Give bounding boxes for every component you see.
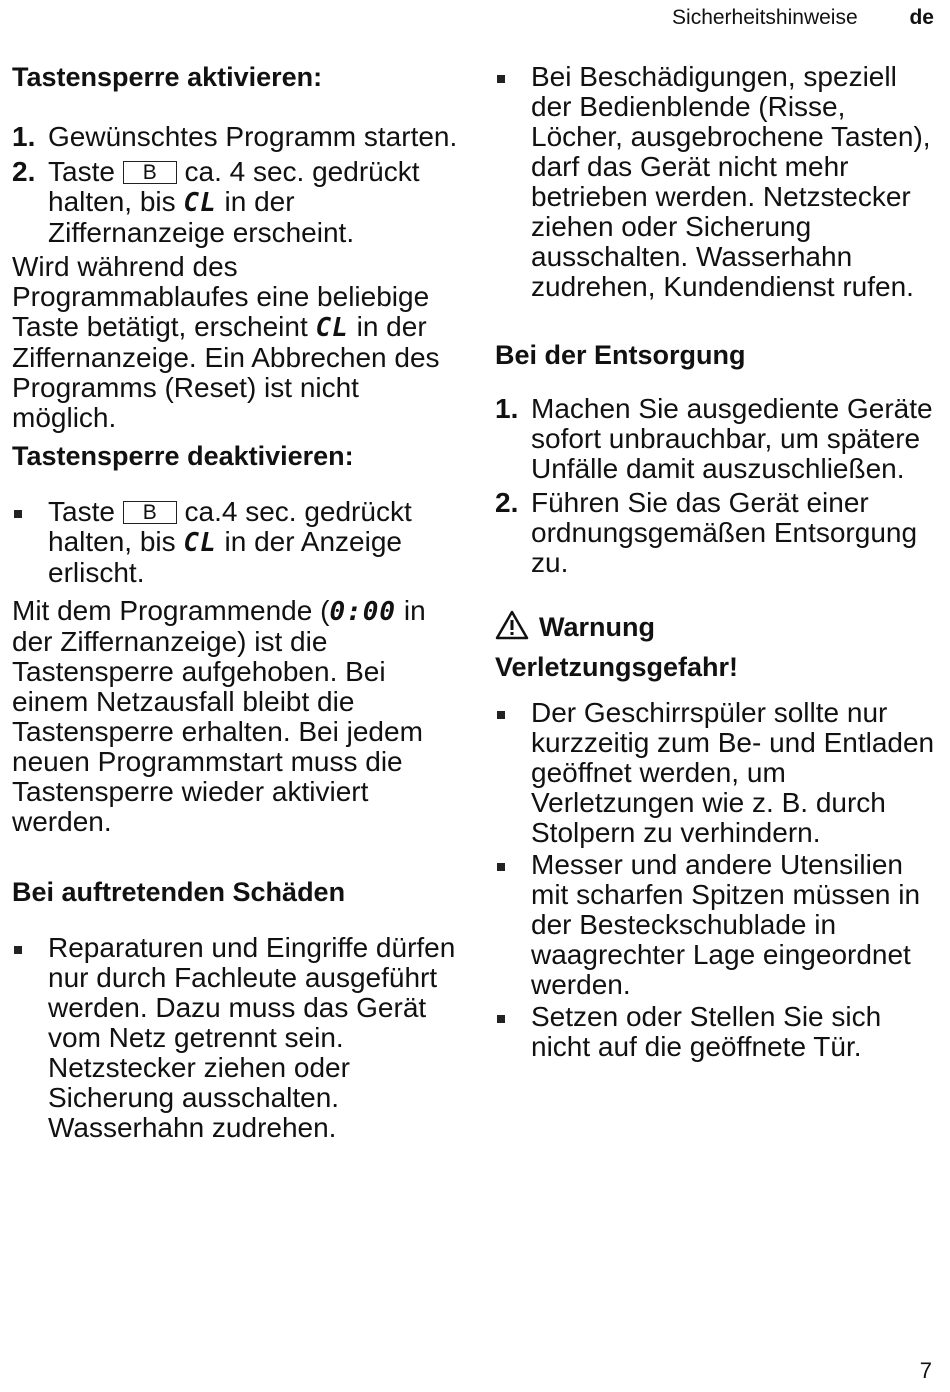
cl-display-symbol: CL bbox=[315, 313, 349, 343]
warning-title: Warnung bbox=[539, 612, 655, 642]
warning-subtitle: Verletzungsgefahr! bbox=[495, 652, 739, 682]
cl-display-symbol: CL bbox=[183, 528, 217, 558]
disposal-step-1-text: Machen Sie ausgediente Geräte sofort unbrauchbar, um spätere Unfälle damit auszuschließen. bbox=[531, 393, 933, 484]
step-1 bbox=[12, 122, 467, 152]
page-header bbox=[672, 6, 934, 30]
damage-bullet-text: Reparaturen und Eingriffe dürfen nur durch Fachleute ausgeführt werden. Dazu muss das Gerät vom Netz getrennt sein. Netzstecker ziehen oder Sicherung ausschalten. Wasserhahn zudrehen. bbox=[48, 932, 456, 1143]
bullet-square-icon bbox=[497, 863, 505, 871]
bullet-square-icon bbox=[14, 510, 22, 518]
paragraph-2-text-b: in der Ziffernanzeige) ist die Tastensperre aufgehoben. Bei einem Netzausfall bleibt die Tastensperre erhalten. Bei jedem neuen Programmstart muss die Tastensperre wieder aktiviert werden. bbox=[12, 595, 426, 837]
heading-damage: Bei auftretenden Schäden bbox=[12, 877, 346, 907]
disposal-step-2 bbox=[495, 488, 940, 578]
warning-bullet-1 bbox=[495, 698, 940, 848]
bullet-square-icon bbox=[497, 75, 505, 83]
page-number: 7 bbox=[919, 1358, 932, 1383]
bullet-text-c: in der Anzeige erlischt. bbox=[48, 526, 402, 588]
bullet-damage bbox=[12, 933, 467, 1143]
right-column bbox=[495, 60, 940, 1062]
left-column bbox=[12, 60, 467, 1143]
paragraph-1 bbox=[12, 252, 467, 433]
bullet-square-icon bbox=[14, 946, 22, 954]
cl-display-symbol: CL bbox=[183, 188, 217, 218]
step-2-text-b: ca. 4 sec. gedrückt halten, bis bbox=[48, 156, 420, 217]
warning-bullet-2 bbox=[495, 850, 940, 1000]
disposal-step-2-text: Führen Sie das Gerät einer ordnungsgemäßen Entsorgung zu. bbox=[531, 487, 918, 578]
zero-display-symbol: 0:00 bbox=[329, 597, 397, 627]
heading-deactivate: Tastensperre deaktivieren: bbox=[12, 441, 354, 471]
step-2-text-c: in der Ziffernanzeige erscheint. bbox=[48, 186, 355, 248]
paragraph-2 bbox=[12, 596, 467, 837]
step-2 bbox=[12, 157, 467, 248]
disposal-step-1-number: 1. bbox=[495, 393, 519, 424]
header-section-title: Sicherheitshinweise bbox=[672, 6, 858, 29]
paragraph-1-text-b: in der Ziffernanzeige. Ein Abbrechen des Programms (Reset) ist nicht möglich. bbox=[12, 311, 440, 433]
disposal-step-2-number: 2. bbox=[495, 487, 519, 518]
key-b-icon: B bbox=[123, 501, 177, 524]
paragraph-1-text-a: Wird während des Programmablaufes eine beliebige Taste betätigt, erscheint bbox=[12, 251, 430, 342]
paragraph-2-text-a: Mit dem Programmende ( bbox=[12, 595, 330, 626]
step-1-number: 1. bbox=[12, 121, 36, 152]
warning-triangle-icon bbox=[495, 610, 529, 648]
step-1-text: Gewünschtes Programm starten. bbox=[48, 121, 458, 152]
heading-disposal: Bei der Entsorgung bbox=[495, 340, 746, 370]
warning-bullet-1-text: Der Geschirrspüler sollte nur kurzzeitig zum Be- und Entladen geöffnet werden, um Verletzungen wie z. B. durch Stolpern zu verhindern. bbox=[531, 697, 935, 848]
bullet-text-a: Taste bbox=[48, 496, 115, 527]
bullet-text-b: ca.4 sec. gedrückt halten, bis bbox=[48, 496, 412, 557]
warning-bullet-3-text: Setzen oder Stellen Sie sich nicht auf die geöffnete Tür. bbox=[531, 1001, 882, 1062]
warning-heading bbox=[495, 610, 940, 648]
bullet-deactivate bbox=[12, 497, 467, 588]
warning-bullet-2-text: Messer und andere Utensilien mit scharfen Spitzen müssen in der Besteckschublade in waagrechter Lage eingeordnet werden. bbox=[531, 849, 921, 1000]
key-b-icon: B bbox=[123, 161, 177, 184]
bullet-square-icon bbox=[497, 1015, 505, 1023]
bullet-damage-2 bbox=[495, 62, 940, 302]
warning-bullet-3 bbox=[495, 1002, 940, 1062]
step-2-number: 2. bbox=[12, 156, 36, 187]
bullet-square-icon bbox=[497, 711, 505, 719]
header-language: de bbox=[909, 6, 934, 29]
step-2-text-a: Taste bbox=[48, 156, 115, 187]
heading-activate: Tastensperre aktivieren: bbox=[12, 62, 323, 92]
disposal-step-1 bbox=[495, 394, 940, 484]
damage-bullet-2-text: Bei Beschädigungen, speziell der Bedienblende (Risse, Löcher, ausgebrochene Tasten), darf das Gerät nicht mehr betrieben werden. Netzstecker ziehen oder Sicherung ausschalten. Wasserhahn zudrehen, Kundendienst rufen. bbox=[531, 61, 931, 302]
